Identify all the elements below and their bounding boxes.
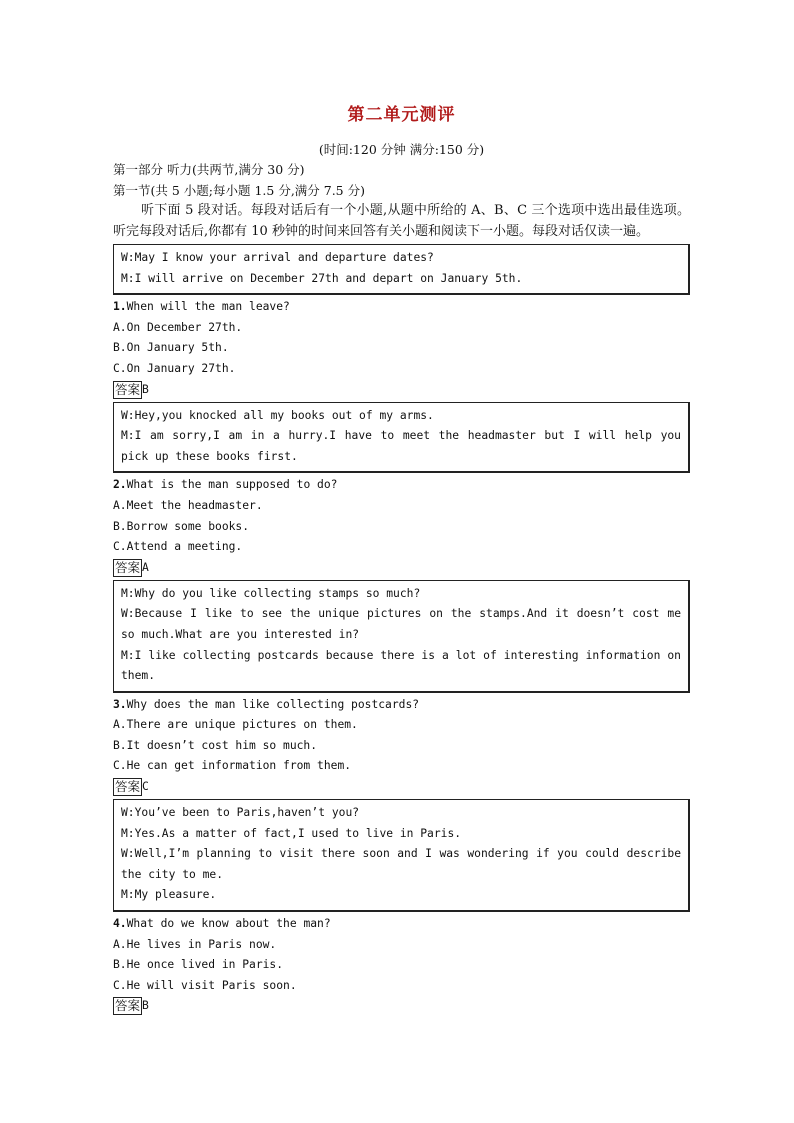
answer-value: A — [142, 560, 149, 574]
question-number: 3. — [113, 697, 127, 711]
dialog-line: M:My pleasure. — [121, 888, 217, 902]
exam-subtitle: (时间:120 分钟 满分:150 分) — [318, 142, 485, 157]
answer-value: B — [142, 999, 149, 1013]
dialog-line: M:Why do you like collecting stamps so much? — [121, 586, 421, 600]
question-stem: What do we know about the man? — [126, 917, 331, 931]
question-stem: When will the man leave? — [126, 300, 290, 314]
question-list — [113, 244, 690, 1016]
dialog-line: M:I will arrive on December 27th and depart on January 5th. — [121, 271, 523, 285]
answer-label: 答案 — [115, 381, 141, 397]
answer-label: 答案 — [115, 998, 141, 1014]
answer-row — [113, 558, 690, 578]
question-number: 1. — [113, 300, 127, 314]
question-text — [113, 695, 690, 716]
answer-option: B.Borrow some books. — [113, 519, 250, 533]
answer-option: C.Attend a meeting. — [113, 540, 243, 554]
dialog-box — [113, 402, 690, 474]
dialog-line: W:You’ve been to Paris,haven’t you? — [121, 806, 360, 820]
answer-row — [113, 996, 690, 1016]
answer-option: B.On January 5th. — [113, 341, 229, 355]
instructions: 听下面 5 段对话。每段对话后有一个小题,从题中所给的 A、B、C 三个选项中选出最佳选项。听完每段对话后,你都有 10 秒钟的时间来回答有关小题和阅读下一小题。每段对话仅读一遍。 — [113, 203, 690, 239]
answer-option: A.On December 27th. — [113, 320, 243, 334]
answer-row — [113, 380, 690, 400]
page-title: 第二单元测评 — [347, 105, 456, 125]
dialog-line: W:May I know your arrival and departure dates? — [121, 251, 434, 264]
part-heading: 第一部分 听力(共两节,满分 30 分) — [113, 162, 305, 177]
answer-option: A.Meet the headmaster. — [113, 498, 263, 512]
question-number: 2. — [113, 478, 127, 492]
dialog-box — [113, 244, 690, 295]
answer-option: A.There are unique pictures on them. — [113, 718, 358, 732]
question-text — [113, 475, 690, 496]
dialog-line: M:I like collecting postcards because there is a lot of interesting information on them. — [121, 648, 681, 683]
answer-label: 答案 — [115, 559, 141, 575]
answer-option: C.He can get information from them. — [113, 759, 352, 773]
dialog-box — [113, 799, 690, 912]
answer-label: 答案 — [115, 779, 141, 795]
answer-option: B.He once lived in Paris. — [113, 958, 284, 972]
dialog-line: W:Because I like to see the unique pictures on the stamps.And it doesn’t cost me so much.What are you interested in? — [121, 607, 681, 641]
question-number: 4. — [113, 917, 127, 931]
answer-option: C.He will visit Paris soon. — [113, 978, 297, 992]
question-text — [113, 297, 690, 318]
answer-option: A.He lives in Paris now. — [113, 937, 277, 951]
answer-option: B.It doesn’t cost him so much. — [113, 738, 318, 752]
dialog-line: M:I am sorry,I am in a hurry.I have to meet the headmaster but I will help you pick up these books first. — [121, 429, 681, 463]
question-text — [113, 914, 690, 935]
answer-value: C — [142, 780, 149, 794]
dialog-line: M:Yes.As a matter of fact,I used to live in Paris. — [121, 826, 462, 840]
answer-row — [113, 777, 690, 797]
question-stem: What is the man supposed to do? — [126, 478, 338, 492]
dialog-line: W:Hey,you knocked all my books out of my arms. — [121, 408, 434, 422]
answer-value: B — [142, 382, 149, 396]
dialog-line: W:Well,I’m planning to visit there soon and I was wondering if you could describe the city to me. — [121, 847, 681, 881]
answer-option: C.On January 27th. — [113, 361, 236, 375]
dialog-box — [113, 580, 690, 693]
question-stem: Why does the man like collecting postcards? — [126, 697, 420, 711]
section-heading: 第一节(共 5 小题;每小题 1.5 分,满分 7.5 分) — [113, 182, 365, 198]
exam-page — [113, 104, 690, 1018]
